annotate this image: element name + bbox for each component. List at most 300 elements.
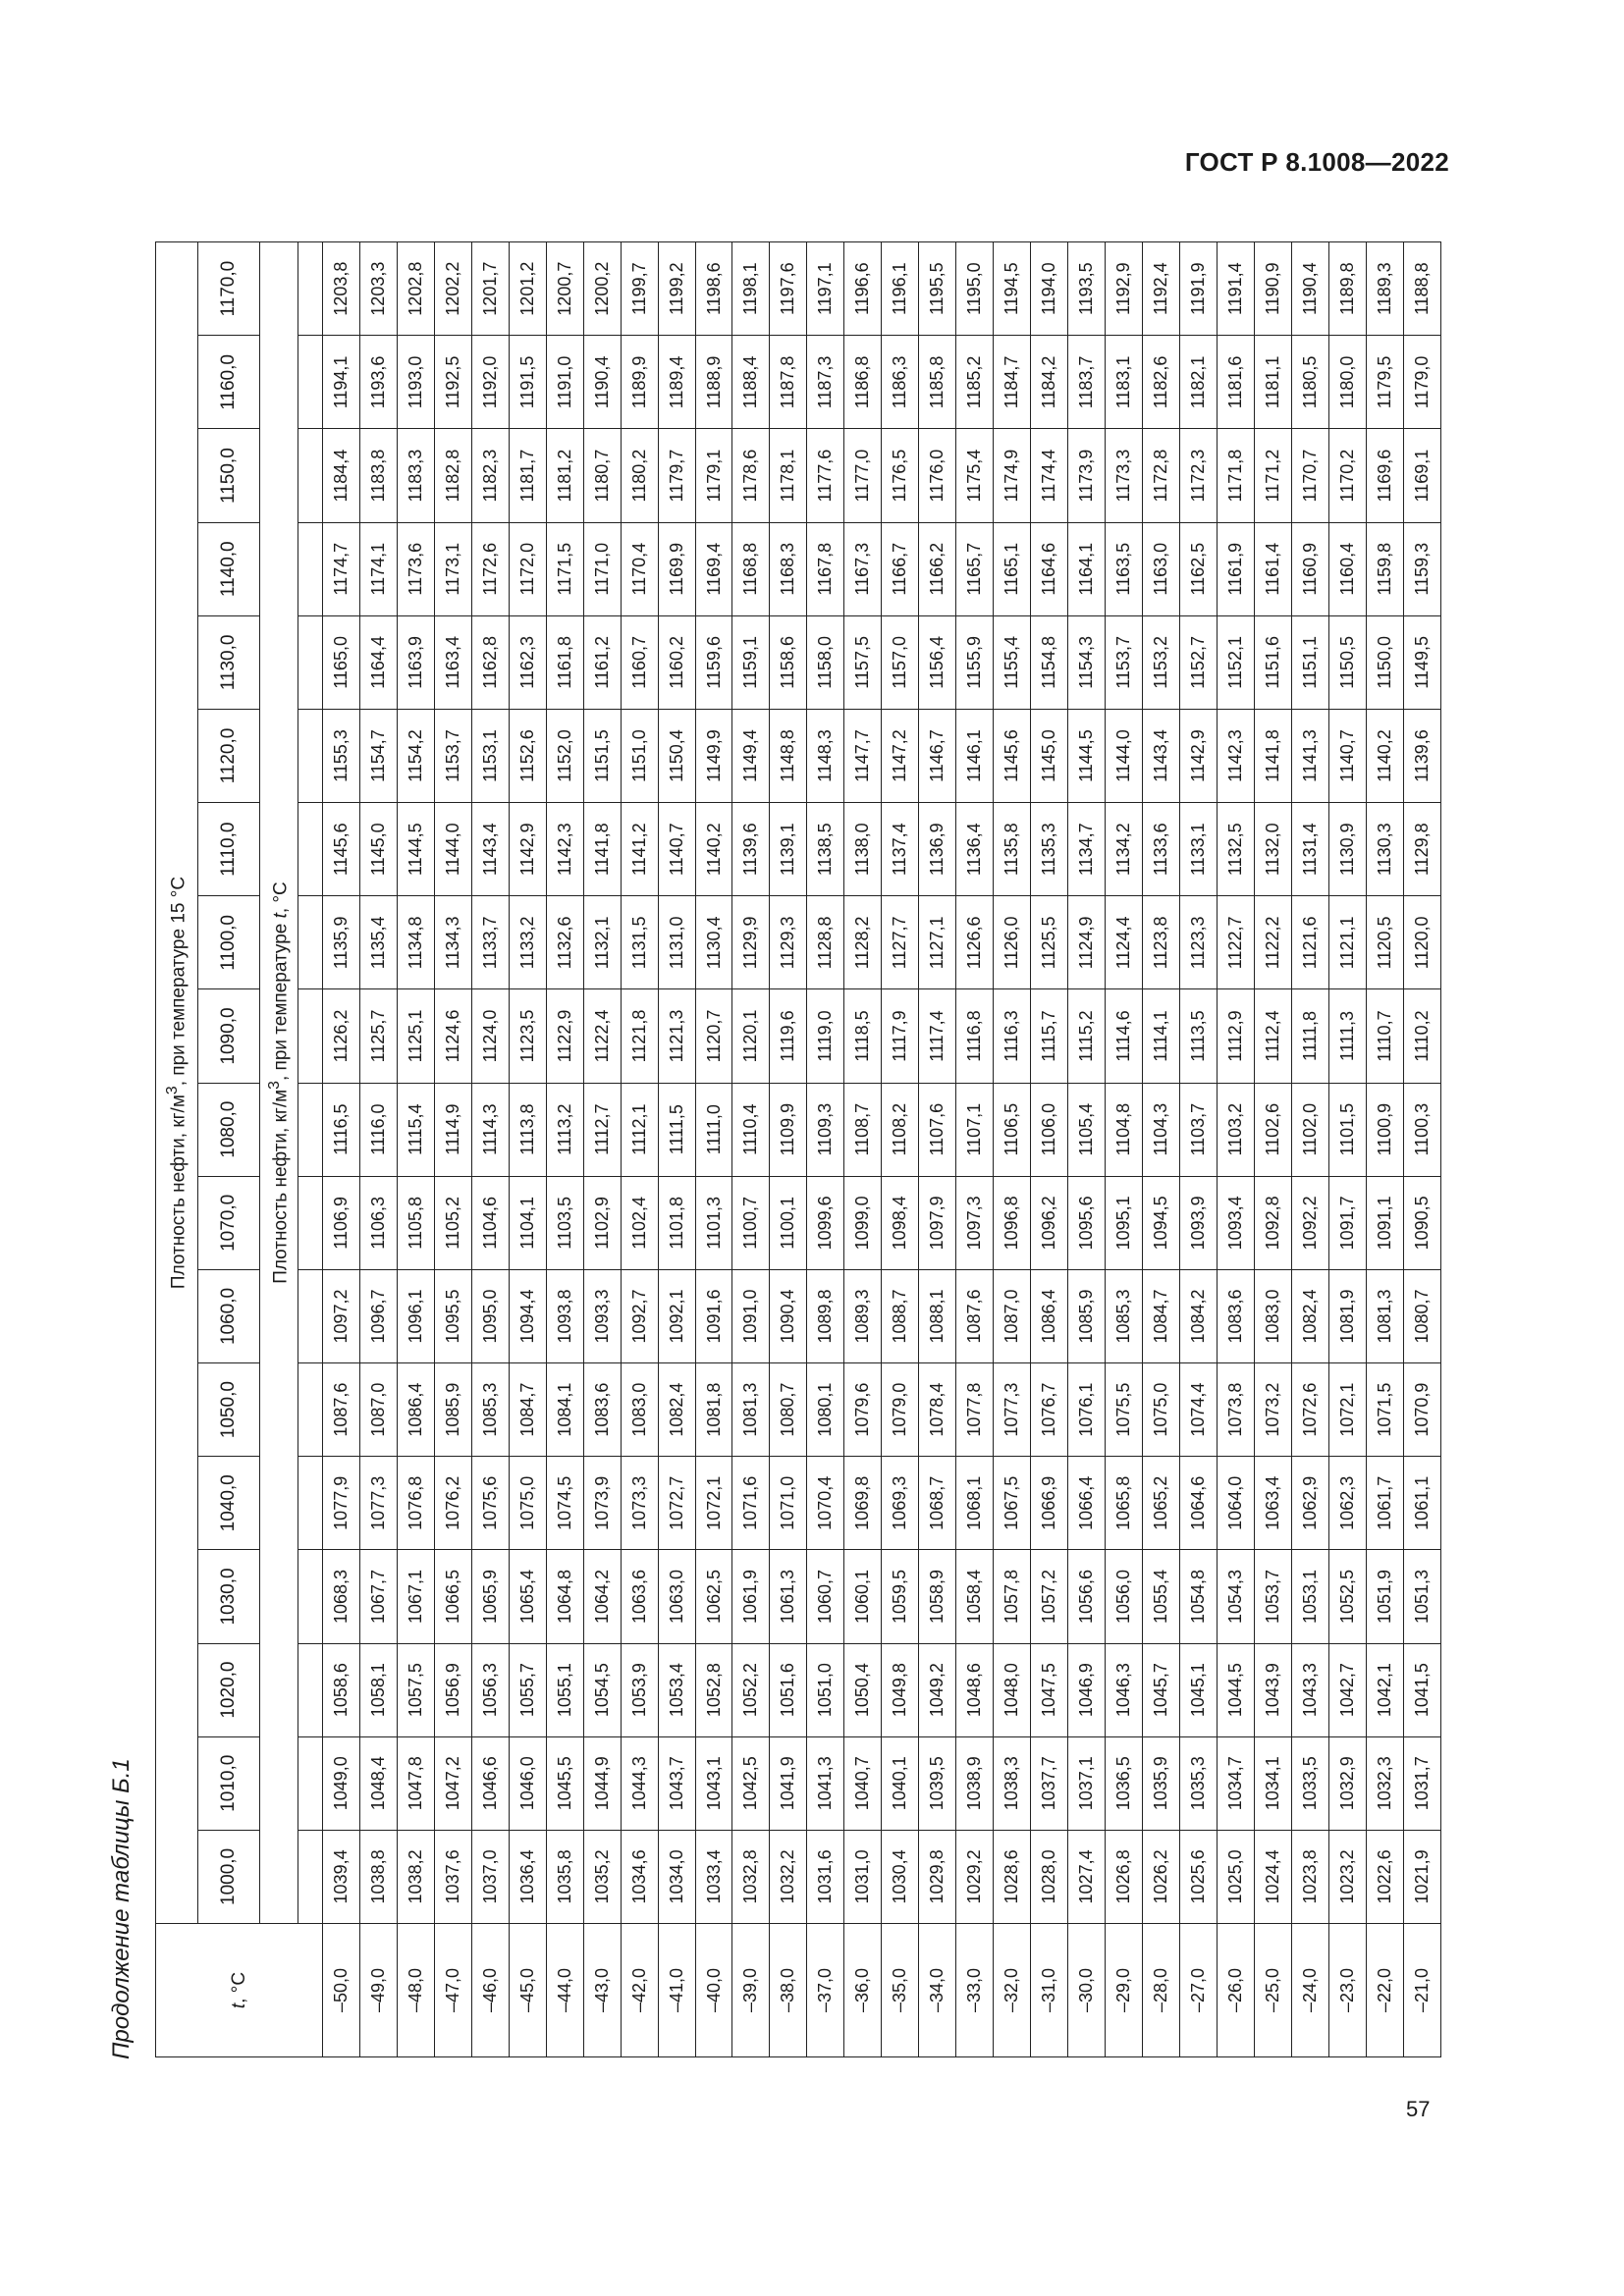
- density-cell: 1109,3: [807, 1083, 844, 1176]
- density-cell: 1134,7: [1068, 803, 1106, 896]
- density-cell: 1139,6: [1403, 709, 1440, 802]
- density-cell: 1088,7: [882, 1269, 919, 1362]
- density-cell: 1127,7: [882, 896, 919, 989]
- density-cell: 1125,5: [1031, 896, 1068, 989]
- density-cell: 1161,4: [1254, 522, 1291, 615]
- density-cell: 1035,2: [583, 1830, 621, 1923]
- density-cell: 1109,9: [770, 1083, 807, 1176]
- temperature-cell: –35,0: [882, 1924, 919, 2057]
- density-cell: 1132,5: [1217, 803, 1254, 896]
- density-cell: 1164,4: [359, 615, 397, 709]
- density-cell: 1085,3: [1106, 1269, 1143, 1362]
- table-row: [1328, 242, 1366, 2057]
- density-header-17: 1170,0: [198, 242, 260, 336]
- density-cell: 1112,9: [1217, 989, 1254, 1083]
- density-cell: 1171,8: [1217, 429, 1254, 522]
- density-cell: 1087,6: [323, 1363, 360, 1457]
- spacer-cell: [298, 896, 323, 989]
- density-cell: 1191,0: [546, 336, 583, 429]
- density-cell: 1200,2: [583, 242, 621, 336]
- density-cell: 1187,8: [770, 336, 807, 429]
- density-cell: 1102,9: [583, 1176, 621, 1269]
- density-cell: 1184,4: [323, 429, 360, 522]
- density-header-2: 1020,0: [198, 1643, 260, 1736]
- density-cell: 1159,1: [732, 615, 770, 709]
- density-cell: 1160,4: [1328, 522, 1366, 615]
- density-cell: 1174,9: [994, 429, 1031, 522]
- density-cell: 1101,5: [1328, 1083, 1366, 1176]
- temperature-cell: –32,0: [994, 1924, 1031, 2057]
- density-cell: 1117,4: [919, 989, 956, 1083]
- density-cell: 1051,3: [1403, 1550, 1440, 1643]
- density-cell: 1110,2: [1403, 989, 1440, 1083]
- density-cell: 1044,9: [583, 1736, 621, 1830]
- density-cell: 1112,4: [1254, 989, 1291, 1083]
- table-row: [1217, 242, 1254, 2057]
- density-cell: 1091,6: [695, 1269, 732, 1362]
- density-cell: 1087,0: [994, 1269, 1031, 1362]
- density-header-12: 1120,0: [198, 709, 260, 802]
- density-cell: 1174,4: [1031, 429, 1068, 522]
- density-cell: 1157,5: [844, 615, 882, 709]
- density-cell: 1125,1: [397, 989, 434, 1083]
- density-cell: 1045,1: [1179, 1643, 1217, 1736]
- density-cell: 1159,8: [1366, 522, 1403, 615]
- density-header-3: 1030,0: [198, 1550, 260, 1643]
- density-cell: 1093,4: [1217, 1176, 1254, 1269]
- spacer-cell: [298, 336, 323, 429]
- density-cell: 1067,7: [359, 1550, 397, 1643]
- density-cell: 1170,2: [1328, 429, 1366, 522]
- density-cell: 1079,0: [882, 1363, 919, 1457]
- density-cell: 1034,6: [621, 1830, 658, 1923]
- density-cell: 1033,5: [1291, 1736, 1328, 1830]
- density-cell: 1170,7: [1291, 429, 1328, 522]
- density-cell: 1156,4: [919, 615, 956, 709]
- table-row: [844, 242, 882, 2057]
- density-cell: 1164,1: [1068, 522, 1106, 615]
- density-cell: 1203,3: [359, 242, 397, 336]
- density-cell: 1073,9: [583, 1457, 621, 1550]
- density-cell: 1168,8: [732, 522, 770, 615]
- density-cell: 1073,3: [621, 1457, 658, 1550]
- density-cell: 1114,3: [471, 1083, 509, 1176]
- density-cell: 1131,4: [1291, 803, 1328, 896]
- density-cell: 1193,0: [397, 336, 434, 429]
- density-cell: 1065,4: [509, 1550, 546, 1643]
- temperature-cell: –47,0: [434, 1924, 471, 2057]
- density-cell: 1024,4: [1254, 1830, 1291, 1923]
- density-cell: 1037,6: [434, 1830, 471, 1923]
- density-cell: 1111,5: [658, 1083, 695, 1176]
- density-cell: 1071,5: [1366, 1363, 1403, 1457]
- density-cell: 1167,3: [844, 522, 882, 615]
- density-cell: 1135,3: [1031, 803, 1068, 896]
- density-cell: 1076,7: [1031, 1363, 1068, 1457]
- density-cell: 1047,8: [397, 1736, 434, 1830]
- temperature-cell: –40,0: [695, 1924, 732, 2057]
- density-cell: 1176,0: [919, 429, 956, 522]
- density-cell: 1152,0: [546, 709, 583, 802]
- density-cell: 1179,7: [658, 429, 695, 522]
- density-cell: 1082,4: [658, 1363, 695, 1457]
- density-cell: 1031,0: [844, 1830, 882, 1923]
- density-cell: 1143,4: [471, 803, 509, 896]
- density-cell: 1140,7: [1328, 709, 1366, 802]
- density-cell: 1093,8: [546, 1269, 583, 1362]
- density-cell: 1098,4: [882, 1176, 919, 1269]
- density-cell: 1051,9: [1366, 1550, 1403, 1643]
- density-cell: 1150,0: [1366, 615, 1403, 709]
- density-cell: 1129,3: [770, 896, 807, 989]
- density-cell: 1061,9: [732, 1550, 770, 1643]
- density-cell: 1065,2: [1142, 1457, 1179, 1550]
- density-cell: 1112,1: [621, 1083, 658, 1176]
- density-cell: 1043,7: [658, 1736, 695, 1830]
- density-cell: 1163,5: [1106, 522, 1143, 615]
- table-row: [919, 242, 956, 2057]
- density-cell: 1189,8: [1328, 242, 1366, 336]
- density-cell: 1111,0: [695, 1083, 732, 1176]
- density-cell: 1068,3: [323, 1550, 360, 1643]
- spacer-cell: [298, 1176, 323, 1269]
- density-cell: 1045,7: [1142, 1643, 1179, 1736]
- temperature-cell: –44,0: [546, 1924, 583, 2057]
- spacer-cell: [298, 242, 323, 336]
- density-cell: 1042,1: [1366, 1643, 1403, 1736]
- density-cell: 1087,6: [956, 1269, 994, 1362]
- density-cell: 1074,5: [546, 1457, 583, 1550]
- density-cell: 1180,5: [1291, 336, 1328, 429]
- density-cell: 1059,5: [882, 1550, 919, 1643]
- density-cell: 1130,9: [1328, 803, 1366, 896]
- density-cell: 1026,2: [1142, 1830, 1179, 1923]
- density-cell: 1083,0: [621, 1363, 658, 1457]
- density-cell: 1077,8: [956, 1363, 994, 1457]
- density-cell: 1174,7: [323, 522, 360, 615]
- density-cell: 1050,4: [844, 1643, 882, 1736]
- density-header-8: 1080,0: [198, 1083, 260, 1176]
- density-cell: 1094,5: [1142, 1176, 1179, 1269]
- temperature-cell: –39,0: [732, 1924, 770, 2057]
- density-cell: 1190,4: [1291, 242, 1328, 336]
- density-cell: 1103,7: [1179, 1083, 1217, 1176]
- density-cell: 1035,3: [1179, 1736, 1217, 1830]
- density-cell: 1128,2: [844, 896, 882, 989]
- density-cell: 1094,4: [509, 1269, 546, 1362]
- density-cell: 1085,9: [434, 1363, 471, 1457]
- density-cell: 1142,3: [1217, 709, 1254, 802]
- density-cell: 1199,2: [658, 242, 695, 336]
- table-row: [1106, 242, 1143, 2057]
- density-cell: 1134,3: [434, 896, 471, 989]
- density-cell: 1085,3: [471, 1363, 509, 1457]
- temperature-cell: –30,0: [1068, 1924, 1106, 2057]
- density-cell: 1139,1: [770, 803, 807, 896]
- spacer-cell: [298, 1363, 323, 1457]
- density-cell: 1183,3: [397, 429, 434, 522]
- density-cell: 1155,4: [994, 615, 1031, 709]
- density-cell: 1192,0: [471, 336, 509, 429]
- density-cell: 1153,1: [471, 709, 509, 802]
- density-cell: 1100,1: [770, 1176, 807, 1269]
- density-cell: 1139,6: [732, 803, 770, 896]
- density-cell: 1173,3: [1106, 429, 1143, 522]
- density-cell: 1077,3: [359, 1457, 397, 1550]
- density-cell: 1095,5: [434, 1269, 471, 1362]
- table-row: [658, 242, 695, 2057]
- density-cell: 1133,7: [471, 896, 509, 989]
- density-cell: 1183,1: [1106, 336, 1143, 429]
- density-cell: 1176,5: [882, 429, 919, 522]
- density-cell: 1152,1: [1217, 615, 1254, 709]
- density-cell: 1127,1: [919, 896, 956, 989]
- group-header-pre: Плотность нефти, кг/м: [168, 1095, 189, 1290]
- sub-header-sup: 3: [265, 1081, 283, 1090]
- density-cell: 1159,3: [1403, 522, 1440, 615]
- density-cell: 1097,9: [919, 1176, 956, 1269]
- density-cell: 1057,5: [397, 1643, 434, 1736]
- spacer-cell: [298, 522, 323, 615]
- density-cell: 1122,4: [583, 989, 621, 1083]
- density-cell: 1079,6: [844, 1363, 882, 1457]
- density-cell: 1066,9: [1031, 1457, 1068, 1550]
- page-number: 57: [1406, 2097, 1431, 2121]
- density-cell: 1053,4: [658, 1643, 695, 1736]
- table-row: [1403, 242, 1440, 2057]
- density-cell: 1046,3: [1106, 1643, 1143, 1736]
- density-cell: 1120,0: [1403, 896, 1440, 989]
- density-cell: 1090,5: [1403, 1176, 1440, 1269]
- density-header-11: 1110,0: [198, 803, 260, 896]
- density-cell: 1145,0: [359, 803, 397, 896]
- density-cell: 1049,0: [323, 1736, 360, 1830]
- density-cell: 1132,6: [546, 896, 583, 989]
- density-cell: 1077,9: [323, 1457, 360, 1550]
- density-cell: 1058,4: [956, 1550, 994, 1643]
- density-cell: 1063,6: [621, 1550, 658, 1643]
- density-cell: 1186,3: [882, 336, 919, 429]
- density-cell: 1037,0: [471, 1830, 509, 1923]
- density-cell: 1069,8: [844, 1457, 882, 1550]
- density-cell: 1102,4: [621, 1176, 658, 1269]
- density-cell: 1072,6: [1291, 1363, 1328, 1457]
- density-cell: 1043,1: [695, 1736, 732, 1830]
- density-cell: 1096,7: [359, 1269, 397, 1362]
- density-cell: 1187,3: [807, 336, 844, 429]
- density-cell: 1053,7: [1254, 1550, 1291, 1643]
- temperature-cell: –27,0: [1179, 1924, 1217, 2057]
- density-cell: 1186,8: [844, 336, 882, 429]
- density-cell: 1051,0: [807, 1643, 844, 1736]
- density-cell: 1129,9: [732, 896, 770, 989]
- density-cell: 1154,7: [359, 709, 397, 802]
- temperature-cell: –34,0: [919, 1924, 956, 2057]
- density-cell: 1038,9: [956, 1736, 994, 1830]
- density-cell: 1179,1: [695, 429, 732, 522]
- temperature-cell: –21,0: [1403, 1924, 1440, 2057]
- density-cell: 1142,9: [509, 803, 546, 896]
- spacer-cell: [298, 1550, 323, 1643]
- density-cell: 1099,6: [807, 1176, 844, 1269]
- density-cell: 1058,9: [919, 1550, 956, 1643]
- density-cell: 1111,3: [1328, 989, 1366, 1083]
- density-cell: 1115,2: [1068, 989, 1106, 1083]
- density-cell: 1047,5: [1031, 1643, 1068, 1736]
- density-cell: 1066,4: [1068, 1457, 1106, 1550]
- temperature-cell: –43,0: [583, 1924, 621, 2057]
- density-cell: 1196,6: [844, 242, 882, 336]
- density-cell: 1121,1: [1328, 896, 1366, 989]
- density-cell: 1113,2: [546, 1083, 583, 1176]
- spacer-row: [298, 242, 323, 2057]
- density-cell: 1162,3: [509, 615, 546, 709]
- density-cell: 1172,0: [509, 522, 546, 615]
- density-cell: 1028,0: [1031, 1830, 1068, 1923]
- density-cell: 1113,5: [1179, 989, 1217, 1083]
- density-cell: 1158,6: [770, 615, 807, 709]
- density-cell: 1177,0: [844, 429, 882, 522]
- density-cell: 1177,6: [807, 429, 844, 522]
- density-cell: 1106,5: [994, 1083, 1031, 1176]
- table-row: [695, 242, 732, 2057]
- density-cell: 1067,1: [397, 1550, 434, 1643]
- density-cell: 1125,7: [359, 989, 397, 1083]
- density-cell: 1025,0: [1217, 1830, 1254, 1923]
- density-cell: 1199,7: [621, 242, 658, 336]
- density-cell: 1149,5: [1403, 615, 1440, 709]
- density-cell: 1035,9: [1142, 1736, 1179, 1830]
- density-cell: 1131,0: [658, 896, 695, 989]
- density-cell: 1121,8: [621, 989, 658, 1083]
- density-cell: 1115,7: [1031, 989, 1068, 1083]
- density-cell: 1100,3: [1403, 1083, 1440, 1176]
- density-cell: 1104,6: [471, 1176, 509, 1269]
- density-cell: 1165,7: [956, 522, 994, 615]
- density-cell: 1120,5: [1366, 896, 1403, 989]
- density-cell: 1089,3: [844, 1269, 882, 1362]
- density-cell: 1089,8: [807, 1269, 844, 1362]
- density-cell: 1151,6: [1254, 615, 1291, 709]
- density-cell: 1160,7: [621, 615, 658, 709]
- density-cell: 1174,1: [359, 522, 397, 615]
- density-cell: 1072,1: [1328, 1363, 1366, 1457]
- density-cell: 1184,7: [994, 336, 1031, 429]
- density-cell: 1116,5: [323, 1083, 360, 1176]
- density-cell: 1025,6: [1179, 1830, 1217, 1923]
- density-cell: 1179,0: [1403, 336, 1440, 429]
- density-cell: 1194,5: [994, 242, 1031, 336]
- density-cell: 1074,4: [1179, 1363, 1217, 1457]
- density-cell: 1110,4: [732, 1083, 770, 1176]
- sub-header-post: , °С: [270, 881, 292, 914]
- density-cell: 1032,9: [1328, 1736, 1366, 1830]
- density-cell: 1040,1: [882, 1736, 919, 1830]
- table-row: [397, 242, 434, 2057]
- table-row: [1031, 242, 1068, 2057]
- density-cell: 1188,8: [1403, 242, 1440, 336]
- density-cell: 1153,2: [1142, 615, 1179, 709]
- spacer-cell: [298, 803, 323, 896]
- density-cell: 1185,8: [919, 336, 956, 429]
- density-cell: 1080,1: [807, 1363, 844, 1457]
- density-cell: 1055,7: [509, 1643, 546, 1736]
- density-cell: 1041,3: [807, 1736, 844, 1830]
- density-cell: 1181,6: [1217, 336, 1254, 429]
- density-cell: 1096,8: [994, 1176, 1031, 1269]
- density-cell: 1179,5: [1366, 336, 1403, 429]
- density-cell: 1032,8: [732, 1830, 770, 1923]
- table-row: [509, 242, 546, 2057]
- density-cell: 1152,6: [509, 709, 546, 802]
- density-cell: 1049,2: [919, 1643, 956, 1736]
- table-row: [882, 242, 919, 2057]
- density-cell: 1133,1: [1179, 803, 1217, 896]
- density-cell: 1091,0: [732, 1269, 770, 1362]
- group-header: [156, 242, 198, 1924]
- density-cell: 1061,7: [1366, 1457, 1403, 1550]
- table-body: [323, 242, 1441, 2057]
- density-cell: 1051,6: [770, 1643, 807, 1736]
- density-cell: 1197,1: [807, 242, 844, 336]
- table-caption: Продолжение таблицы Б.1: [108, 1758, 135, 2059]
- spacer-cell: [298, 615, 323, 709]
- density-cell: 1053,9: [621, 1643, 658, 1736]
- spacer-cell: [298, 1736, 323, 1830]
- density-cell: 1057,2: [1031, 1550, 1068, 1643]
- density-cell: 1153,7: [1106, 615, 1143, 709]
- density-cell: 1064,2: [583, 1550, 621, 1643]
- density-header-0: 1000,0: [198, 1830, 260, 1923]
- density-cell: 1134,8: [397, 896, 434, 989]
- density-cell: 1155,3: [323, 709, 360, 802]
- density-cell: 1036,5: [1106, 1736, 1143, 1830]
- density-cell: 1182,3: [471, 429, 509, 522]
- density-cell: 1054,3: [1217, 1550, 1254, 1643]
- density-cell: 1201,7: [471, 242, 509, 336]
- temperature-cell: –41,0: [658, 1924, 695, 2057]
- density-cell: 1107,6: [919, 1083, 956, 1176]
- density-cell: 1041,9: [770, 1736, 807, 1830]
- density-cell: 1105,2: [434, 1176, 471, 1269]
- density-cell: 1152,7: [1179, 615, 1217, 709]
- density-cell: 1083,6: [583, 1363, 621, 1457]
- density-header-10: 1100,0: [198, 896, 260, 989]
- table-row: [994, 242, 1031, 2057]
- density-cell: 1064,8: [546, 1550, 583, 1643]
- density-cell: 1044,3: [621, 1736, 658, 1830]
- density-header-6: 1060,0: [198, 1269, 260, 1362]
- density-cell: 1110,7: [1366, 989, 1403, 1083]
- density-header-5: 1050,0: [198, 1363, 260, 1457]
- density-header-9: 1090,0: [198, 989, 260, 1083]
- density-cell: 1135,8: [994, 803, 1031, 896]
- density-cell: 1183,7: [1068, 336, 1106, 429]
- density-cell: 1108,7: [844, 1083, 882, 1176]
- density-cell: 1161,9: [1217, 522, 1254, 615]
- density-cell: 1054,5: [583, 1643, 621, 1736]
- density-cell: 1042,5: [732, 1736, 770, 1830]
- density-cell: 1189,4: [658, 336, 695, 429]
- density-cell: 1072,7: [658, 1457, 695, 1550]
- density-cell: 1036,4: [509, 1830, 546, 1923]
- density-table: [155, 241, 1441, 2057]
- density-cell: 1120,1: [732, 989, 770, 1083]
- density-cell: 1141,8: [583, 803, 621, 896]
- density-cell: 1052,5: [1328, 1550, 1366, 1643]
- density-cell: 1122,9: [546, 989, 583, 1083]
- density-cell: 1048,4: [359, 1736, 397, 1830]
